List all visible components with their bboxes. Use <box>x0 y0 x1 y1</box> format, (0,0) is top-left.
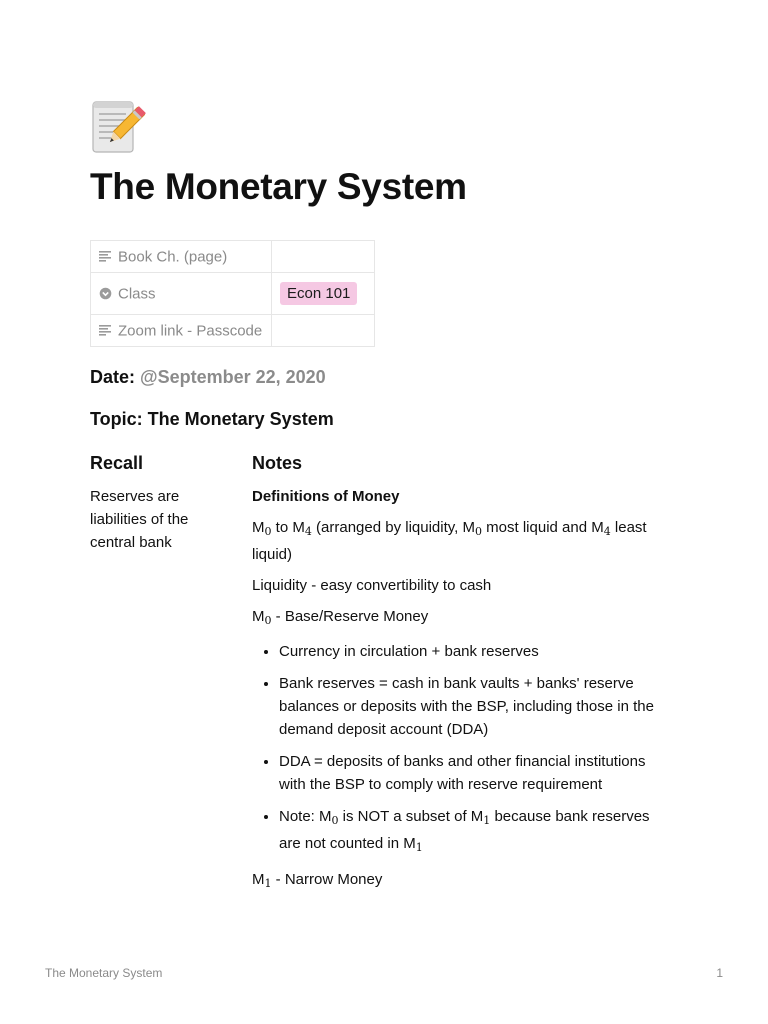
recall-heading: Recall <box>90 453 144 473</box>
list-item: • Bank reserves = cash in bank vaults + banks' reserve balances or deposits with the BSP, including those in the demand deposit account (DDA) <box>279 672 664 741</box>
date-label: Date: <box>90 367 136 387</box>
property-name: Book Ch. (page) <box>118 248 228 266</box>
properties-table <box>90 240 375 347</box>
property-name: Zoom link - Passcode <box>118 322 263 340</box>
class-tag[interactable]: Econ 101 <box>280 282 357 305</box>
property-row-book-chapter[interactable] <box>91 241 375 273</box>
definitions-heading: Definitions of Money <box>252 488 400 505</box>
property-name: Class <box>118 285 156 303</box>
page-title: The Monetary System <box>90 166 467 207</box>
property-value-empty[interactable] <box>272 315 375 347</box>
property-value-empty[interactable] <box>272 241 375 273</box>
select-dropdown-icon <box>99 287 112 300</box>
date-mention[interactable]: @September 22, 2020 <box>140 367 326 387</box>
footer-title: The Monetary System <box>45 966 163 980</box>
text-lines-icon <box>99 251 112 262</box>
recall-column <box>90 451 230 554</box>
recall-text: Reserves are liabilities of the central bank <box>90 488 189 551</box>
date-line <box>90 367 326 388</box>
m1-heading: $M_1$ - Narrow Money <box>252 871 383 890</box>
list-item: • DDA = deposits of banks and other financial institutions with the BSP to comply with reserve requirement <box>279 750 664 796</box>
m0-heading: $M_0$ - Base/Reserve Money <box>252 608 429 627</box>
property-row-class[interactable] <box>91 273 375 315</box>
m0-bullet-list <box>252 640 664 859</box>
list-item: • Currency in circulation + bank reserves <box>279 640 664 663</box>
notes-heading: Notes <box>252 453 303 473</box>
property-row-zoom-link[interactable] <box>91 315 375 347</box>
liquidity-definition: Liquidity - easy convertibility to cash <box>252 577 492 594</box>
page-number: 1 <box>716 966 723 980</box>
money-range-line: $M_0$ to $M_4$ (arranged by liquidity, $M_0$ most liquid and $M_4$ least liquid) <box>252 519 647 563</box>
memo-pencil-icon <box>90 100 146 156</box>
topic-heading: Topic: The Monetary System <box>90 409 334 429</box>
text-lines-icon <box>99 325 112 336</box>
list-item-note: • Note: $M_0$ is NOT a subset of $M_1$ because bank reserves are not counted in $M_1$ <box>279 805 664 859</box>
notes-column <box>252 451 664 903</box>
